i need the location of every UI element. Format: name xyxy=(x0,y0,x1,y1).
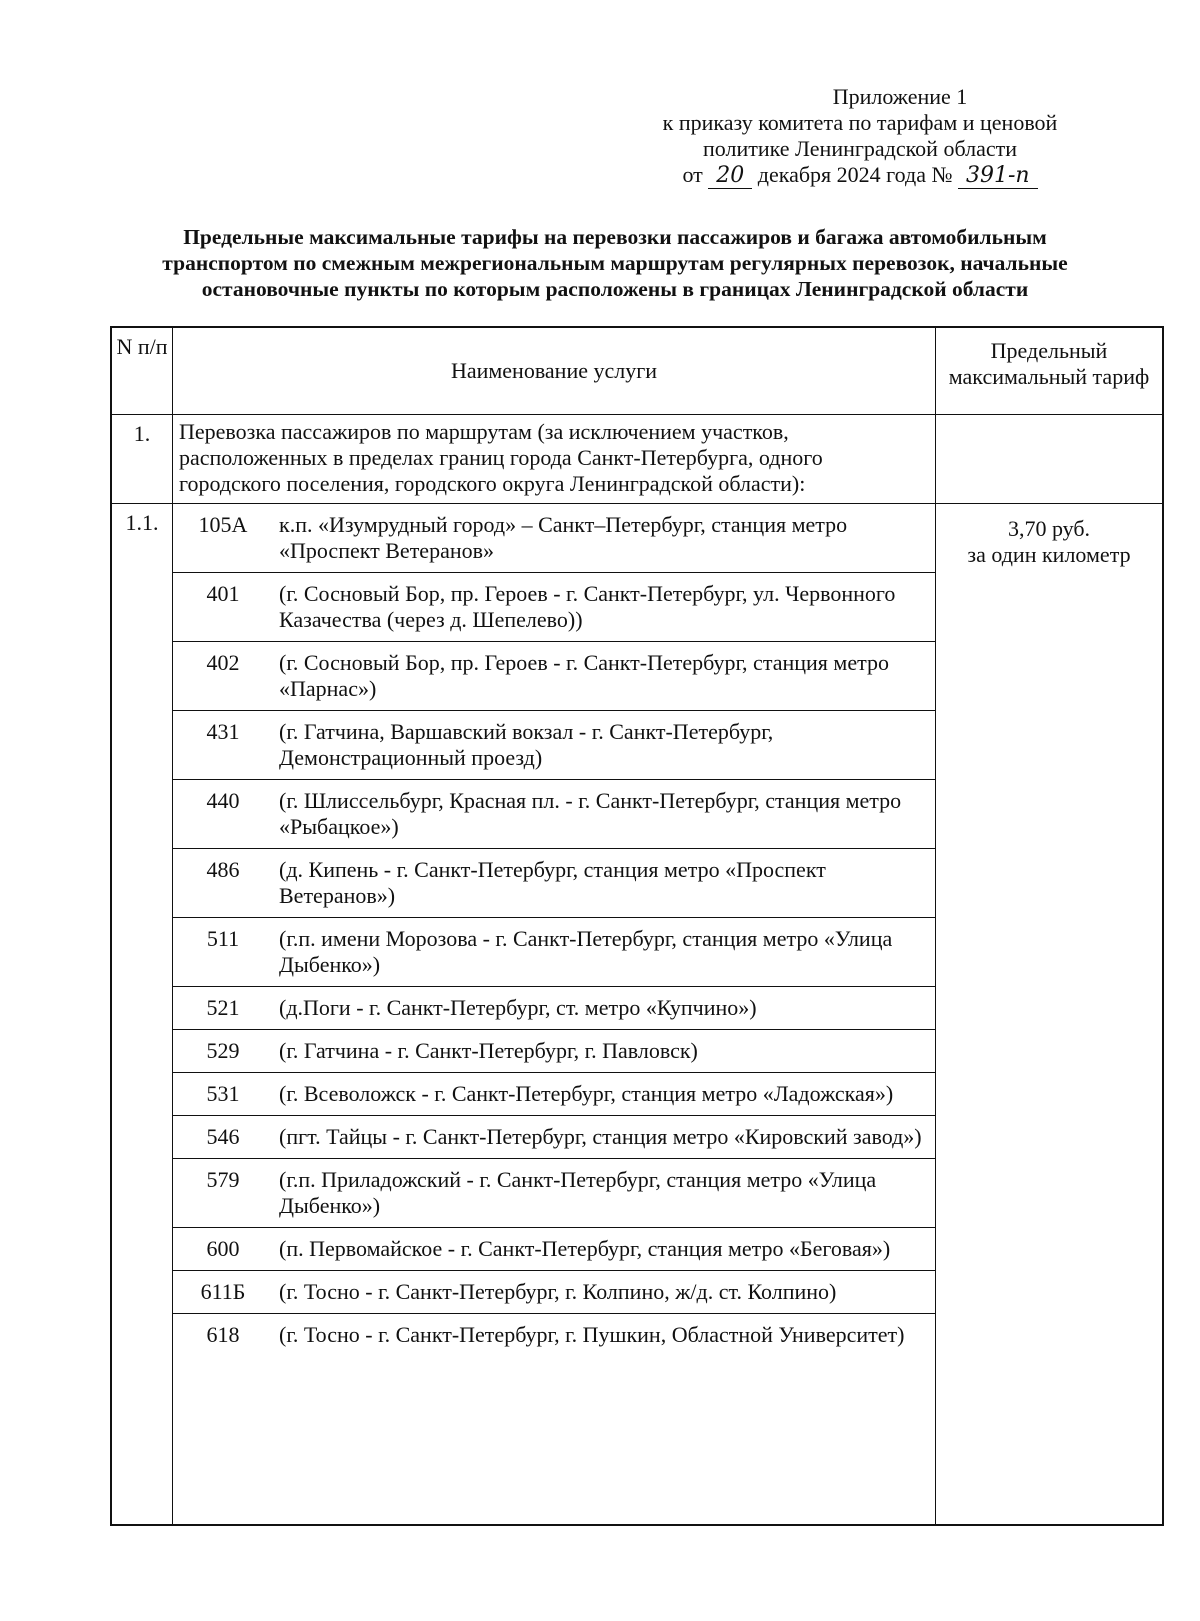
route-row xyxy=(173,780,935,849)
group-text: Перевозка пассажиров по маршрутам (за исключением участков, расположенных в пределах границ города Санкт-Петербурга, одного городского поселения, городского округа Ленинградской области): xyxy=(173,415,936,503)
tariff-table xyxy=(110,326,1164,1526)
route-description: (г. Гатчина, Варшавский вокзал - г. Санкт-Петербург, Демонстрационный проезд) xyxy=(279,719,774,770)
route-description: (г. Сосновый Бор, пр. Героев - г. Санкт-Петербург, ул. Червонного Казачества (через д. Шепелево)) xyxy=(279,581,896,632)
route-description: (г.п. Приладожский - г. Санкт-Петербург, станция метро «Улица Дыбенко») xyxy=(279,1167,877,1218)
date-prefix: от xyxy=(682,162,703,187)
header-service-label: Наименование услуги xyxy=(450,358,658,383)
tariff-unit: за один километр xyxy=(967,542,1131,567)
route-description: (г. Шлиссельбург, Красная пл. - г. Санкт-Петербург, станция метро «Рыбацкое») xyxy=(279,788,902,839)
route-row xyxy=(173,642,935,711)
appendix-block xyxy=(620,84,1100,189)
route-row xyxy=(173,849,935,918)
routes-list xyxy=(173,504,936,1524)
route-row xyxy=(173,1159,935,1228)
route-description: (пгт. Тайцы - г. Санкт-Петербург, станция метро «Кировский завод») xyxy=(279,1124,922,1149)
route-number: 105А xyxy=(198,512,248,537)
route-description: (п. Первомайское - г. Санкт-Петербург, станция метро «Беговая») xyxy=(279,1236,891,1261)
group-num: 1. xyxy=(112,415,173,503)
subgroup-tariff xyxy=(936,504,1162,1524)
route-number: 529 xyxy=(206,1038,240,1063)
appendix-date-line xyxy=(620,162,1100,189)
route-row xyxy=(173,918,935,987)
route-number: 546 xyxy=(206,1124,240,1149)
header-tariff: Предельный максимальный тариф xyxy=(948,338,1150,389)
subgroup-num: 1.1. xyxy=(112,504,173,1524)
route-number: 531 xyxy=(206,1081,240,1106)
route-description: (д.Поги - г. Санкт-Петербург, ст. метро «Купчино») xyxy=(279,995,757,1020)
route-number: 511 xyxy=(206,926,240,951)
route-row xyxy=(173,1030,935,1073)
group-tariff-empty xyxy=(936,415,1162,503)
route-row xyxy=(173,1116,935,1159)
route-number: 440 xyxy=(206,788,240,813)
table-header-row xyxy=(112,328,1162,415)
route-description: к.п. «Изумрудный город» – Санкт–Петербург, станция метро «Проспект Ветеранов» xyxy=(279,512,848,563)
route-number: 611Б xyxy=(200,1279,246,1304)
order-number-handwritten: 391-п xyxy=(958,164,1038,189)
route-row xyxy=(173,711,935,780)
group-row xyxy=(112,415,1162,504)
route-number: 579 xyxy=(206,1167,240,1192)
route-row xyxy=(173,1228,935,1271)
route-row xyxy=(173,1314,935,1356)
route-description: (г. Сосновый Бор, пр. Героев - г. Санкт-Петербург, станция метро «Парнас») xyxy=(279,650,889,701)
appendix-line3: политике Ленинградской области xyxy=(702,136,1017,161)
route-description: (г. Гатчина - г. Санкт-Петербург, г. Павловск) xyxy=(279,1038,698,1063)
route-row xyxy=(173,987,935,1030)
date-rest: декабря 2024 года № xyxy=(757,162,953,187)
date-day-handwritten: 20 xyxy=(708,164,752,189)
route-number: 402 xyxy=(206,650,240,675)
document-title: Предельные максимальные тарифы на перевозки пассажиров и багажа автомобильным транспортом по смежным межрегиональным маршрутам регулярных перевозок, начальные остановочные пункты по которым расположены в границах Ленинградской области xyxy=(162,225,1068,301)
route-number: 600 xyxy=(206,1236,240,1261)
tariff-value: 3,70 руб. xyxy=(1007,516,1091,541)
route-description: (д. Кипень - г. Санкт-Петербург, станция метро «Проспект Ветеранов») xyxy=(279,857,826,908)
route-number: 521 xyxy=(206,995,240,1020)
route-number: 618 xyxy=(206,1322,240,1347)
appendix-title: Приложение 1 xyxy=(832,84,968,109)
route-number: 486 xyxy=(206,857,240,882)
route-row xyxy=(173,504,935,573)
route-description: (г. Тосно - г. Санкт-Петербург, г. Пушкин, Областной Университет) xyxy=(279,1322,905,1347)
route-description: (г. Всеволожск - г. Санкт-Петербург, станция метро «Ладожская») xyxy=(279,1081,894,1106)
header-num: N п/п xyxy=(112,328,173,414)
route-number: 431 xyxy=(206,719,240,744)
route-description: (г.п. имени Морозова - г. Санкт-Петербург, станция метро «Улица Дыбенко») xyxy=(279,926,893,977)
route-row xyxy=(173,573,935,642)
appendix-line2: к приказу комитета по тарифам и ценовой xyxy=(662,110,1058,135)
header-service xyxy=(173,328,936,414)
route-row xyxy=(173,1073,935,1116)
subgroup-row xyxy=(112,504,1162,1526)
route-row xyxy=(173,1271,935,1314)
route-number: 401 xyxy=(206,581,240,606)
route-description: (г. Тосно - г. Санкт-Петербург, г. Колпино, ж/д. ст. Колпино) xyxy=(279,1279,837,1304)
